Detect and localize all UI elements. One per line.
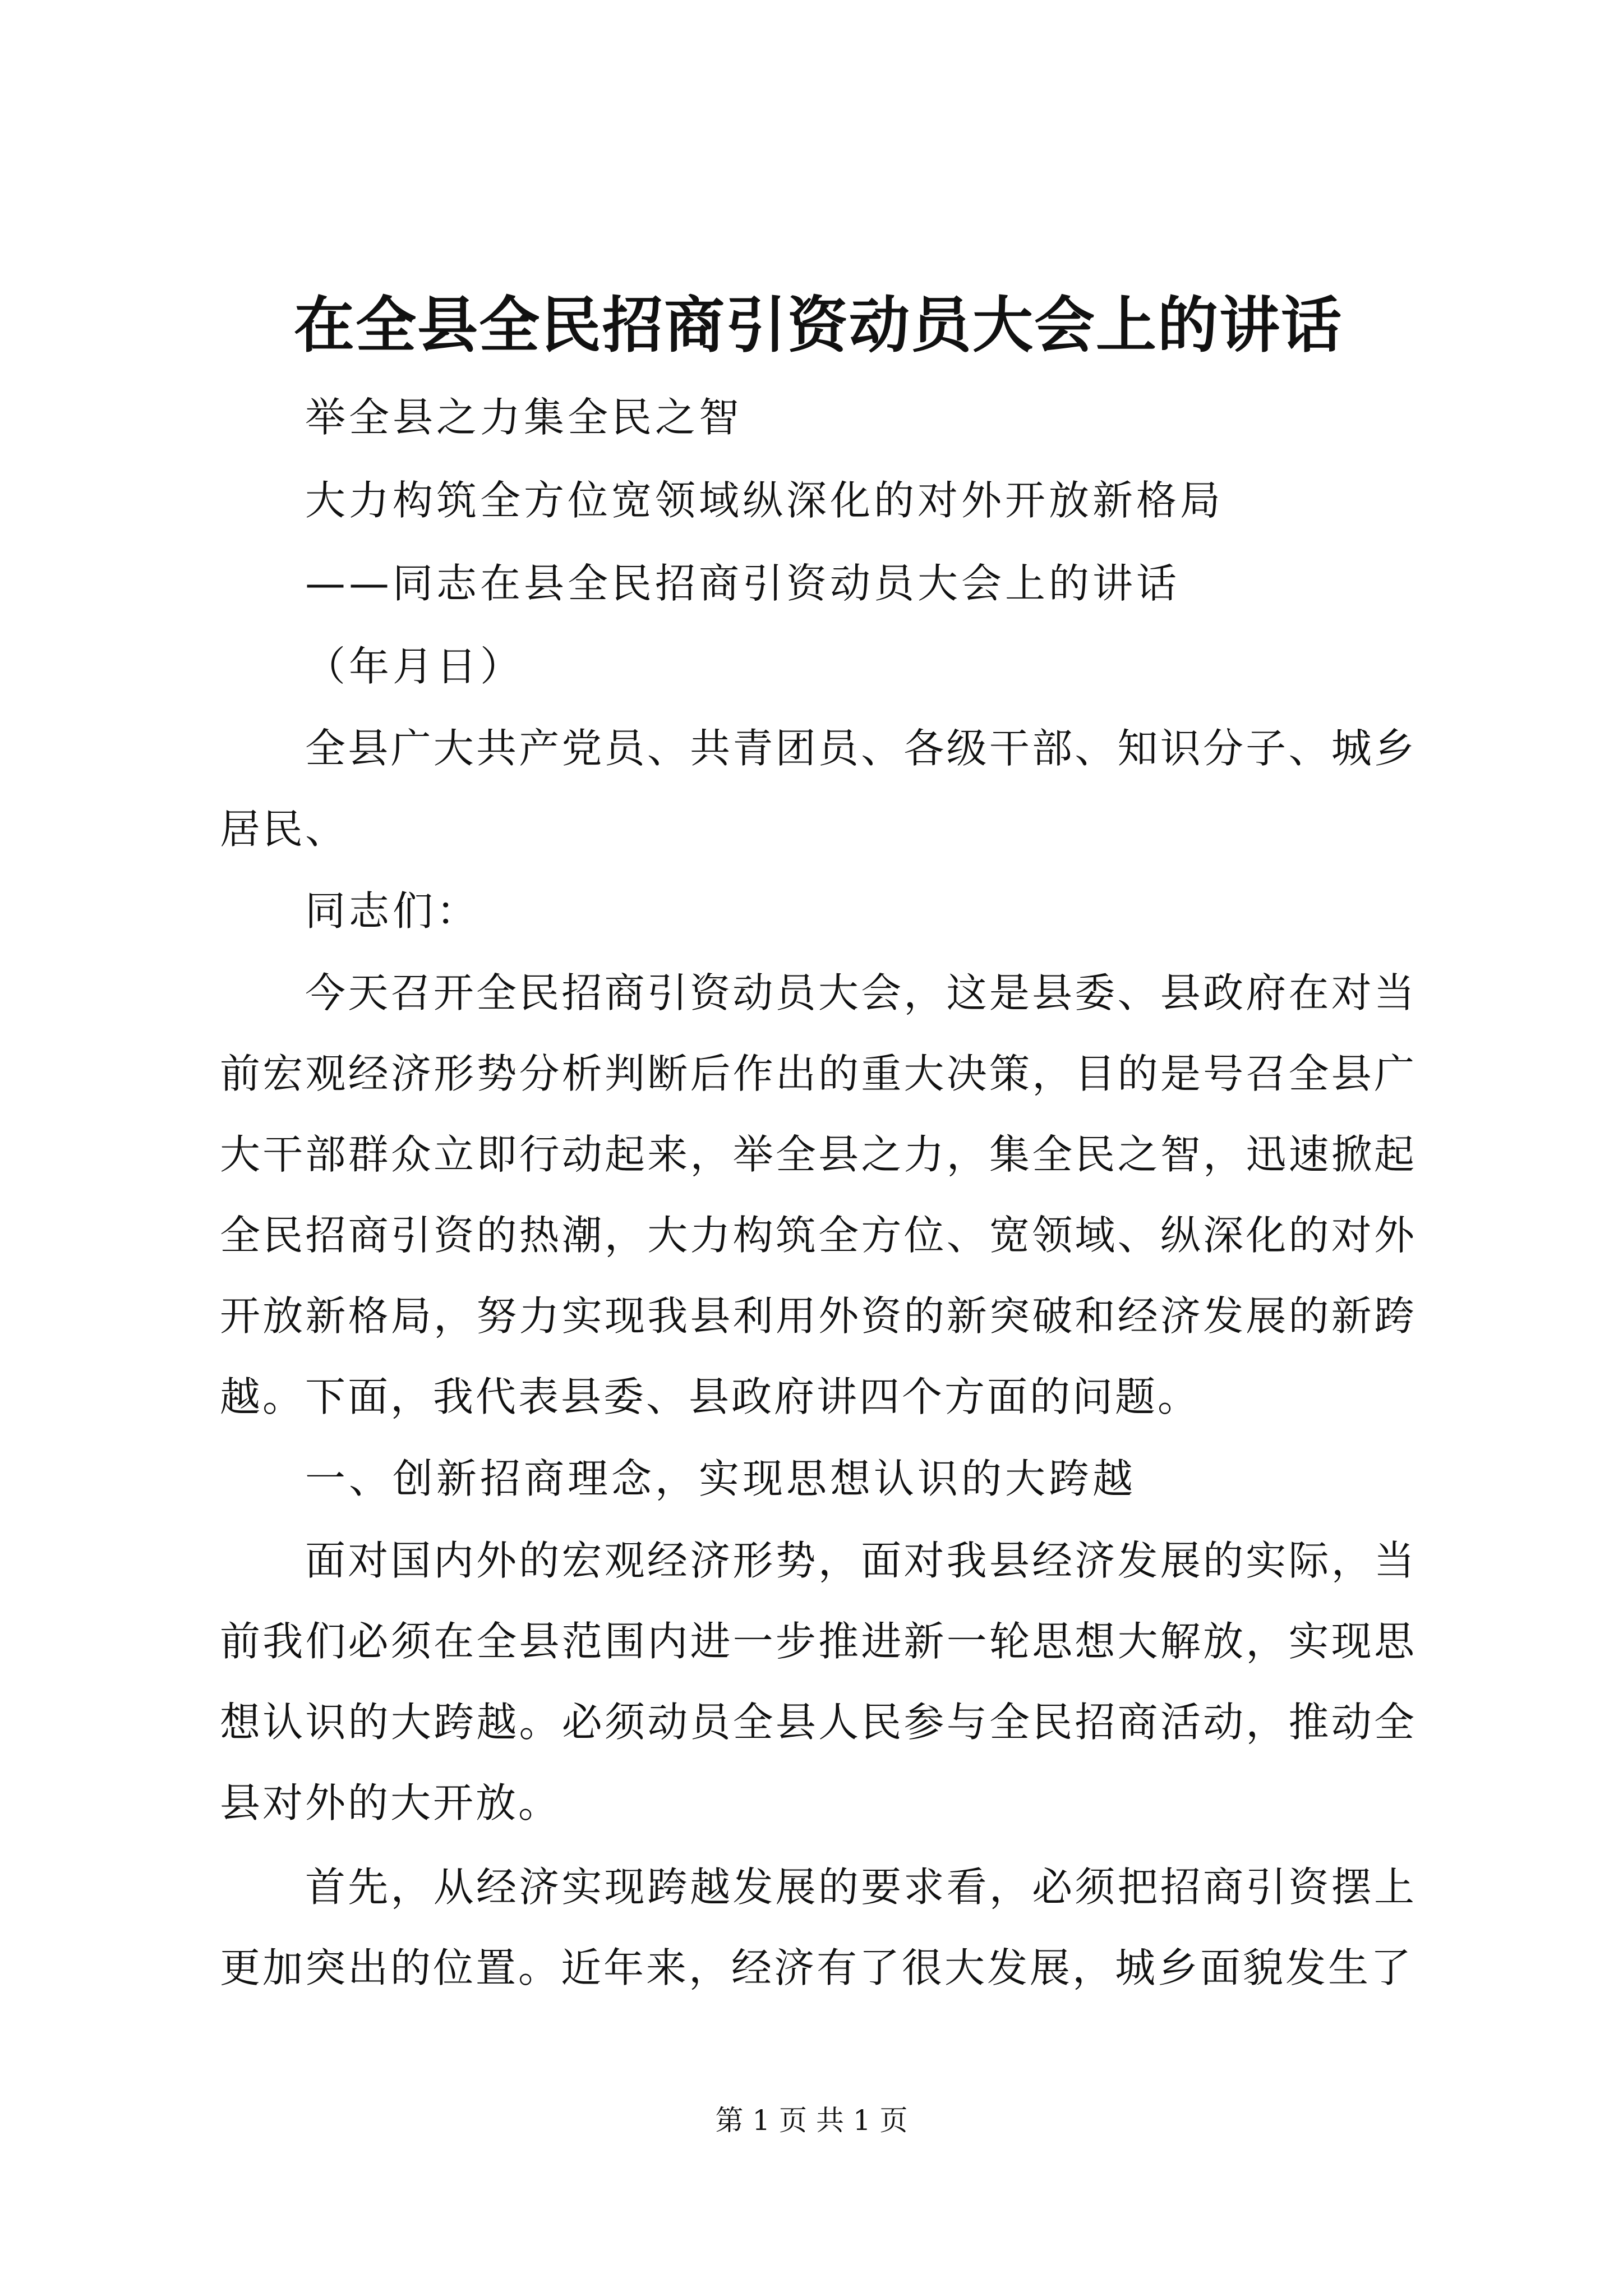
section-paragraph-2: 首先，从经济实现跨越发展的要求看，必须把招商引资摆上更加突出的位置。近年来，经济有了很大发展，城乡面貌发生了 — [220, 1864, 1417, 1991]
page-number-footer: 第 1 页 共 1 页 — [715, 2104, 908, 2137]
section-heading: 一、创新招商理念，实现思想认识的大跨越 — [305, 1455, 1137, 1502]
section-paragraph-1: 面对国内外的宏观经济形势，面对我县经济发展的实际，当前我们必须在全县范围内进一步推进新一轮思想大解放，实现思想认识的大跨越。必须动员全县人民参与全民招商活动，推动全县对外的大开放。 — [220, 1537, 1417, 1826]
salutation: 全县广大共产党员、共青团员、各级干部、知识分子、城乡居民、 — [220, 725, 1417, 853]
document-title: 在全县全民招商引资动员大会上的讲话 — [293, 290, 1343, 361]
subtitle-line-1: 举全县之力集全民之智 — [305, 394, 743, 441]
greeting: 同志们： — [305, 887, 481, 935]
subtitle-line-3: ——同志在县全民招商引资动员大会上的讲话 — [305, 560, 1181, 607]
document-body — [220, 280, 1417, 2008]
date-line: （年月日） — [305, 643, 524, 690]
subtitle-line-2: 大力构筑全方位宽领域纵深化的对外开放新格局 — [305, 477, 1224, 524]
intro-paragraph: 今天召开全民招商引资动员大会，这是县委、县政府在对当前宏观经济形势分析判断后作出的重大决策，目的是号召全县广大干部群众立即行动起来，举全县之力，集全民之智，迅速掀起全民招商引资的热潮，大力构筑全方位、宽领域、纵深化的对外开放新格局，努力实现我县利用外资的新突破和经济发展的新跨越。下面，我代表县委、县政府讲四个方面的问题。 — [220, 969, 1417, 1420]
